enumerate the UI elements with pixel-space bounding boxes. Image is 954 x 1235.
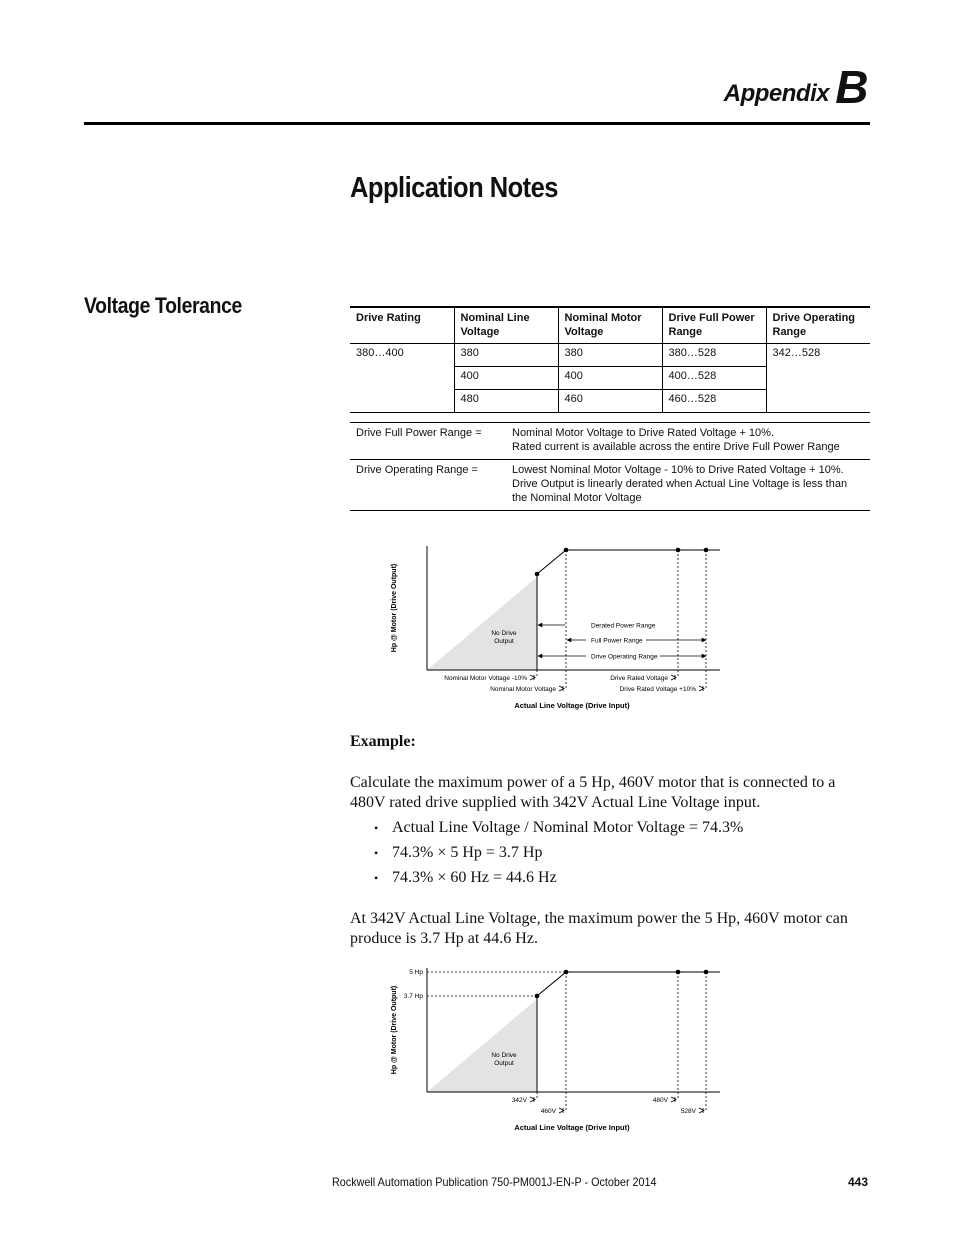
definition-row (350, 422, 870, 459)
section-title: Voltage Tolerance (84, 293, 242, 318)
y-axis-label: Hp @ Motor (Drive Output) (391, 563, 398, 653)
definition-row (350, 459, 870, 511)
definition-line: Nominal Motor Voltage to Drive Rated Voltage + 10%. (512, 427, 775, 439)
x-axis-label: Actual Line Voltage (Drive Input) (514, 701, 630, 710)
example-conclusion: At 342V Actual Line Voltage, the maximum power the 5 Hp, 460V motor can produce is 3.7 Hp at 44.6 Hz. (350, 910, 848, 947)
table-row (350, 344, 870, 367)
arrow-marker-icon (530, 675, 535, 680)
arrow-marker-icon (671, 675, 676, 680)
marker-label: Nominal Motor Voltage (490, 686, 556, 693)
table-header-row (350, 307, 870, 344)
cell-drive-rating: 380…400 (350, 344, 454, 413)
page-title: Application Notes (350, 172, 558, 204)
arrow-marker-icon (559, 686, 564, 691)
definition-term: Drive Full Power Range = (356, 427, 482, 439)
range-label-operating: Drive Operating Range (591, 653, 658, 661)
curve-point (535, 572, 540, 577)
no-output-label: Output (494, 638, 514, 645)
arrow-marker-icon (559, 1108, 564, 1113)
example-intro: Calculate the maximum power of a 5 Hp, 460V motor that is connected to a 480V rated drive supplied with 342V Actual Line Voltage input. (350, 774, 836, 811)
definition-term: Drive Operating Range = (356, 464, 478, 476)
col-header: Drive Rating (350, 307, 454, 344)
cell-motor: 400 (558, 367, 662, 390)
marker-label: 480V (652, 1097, 668, 1104)
definition-line: Rated current is available across the entire Drive Full Power Range (512, 441, 840, 453)
no-output-region (427, 577, 537, 670)
list-item: • 74.3% × 5 Hp = 3.7 Hp (374, 843, 743, 868)
cell-motor: 460 (558, 390, 662, 413)
no-output-region (427, 999, 537, 1092)
arrow-marker-icon (699, 686, 704, 691)
definition-line: Drive Output is linearly derated when Actual Line Voltage is less than the Nominal Motor Voltage (512, 478, 848, 504)
output-curve (537, 972, 720, 1092)
range-label-full: Full Power Range (591, 637, 643, 645)
cell-motor: 380 (558, 344, 662, 367)
arrow-marker-icon (699, 1108, 704, 1113)
list-item: • 74.3% × 60 Hz = 44.6 Hz (374, 868, 743, 893)
cell-operating-range: 342…528 (766, 344, 870, 413)
page-number: 443 (847, 1175, 868, 1189)
marker-label: Drive Rated Voltage +10% (619, 686, 696, 693)
range-label-derated: Derated Power Range (591, 622, 656, 630)
col-header: Nominal Line Voltage (454, 307, 558, 344)
cell-full-power: 400…528 (662, 367, 766, 390)
y-tick-label: 5 Hp (409, 969, 423, 976)
definition-desc (512, 426, 870, 454)
voltage-table (350, 306, 870, 413)
appendix-heading (724, 60, 868, 114)
example-bullets (374, 818, 743, 893)
cell-full-power: 380…528 (662, 344, 766, 367)
marker-label: Drive Rated Voltage (610, 675, 668, 682)
col-header: Drive Full Power Range (662, 307, 766, 344)
no-output-label: No Drive (491, 630, 517, 637)
example-diagram (380, 962, 740, 1137)
definition-line: Lowest Nominal Motor Voltage - 10% to Drive Rated Voltage + 10%. (512, 464, 844, 476)
footer-publication: Rockwell Automation Publication 750-PM001J-EN-P - October 2014 (332, 1175, 657, 1189)
example-heading: Example: (350, 733, 416, 750)
marker-label: 528V (680, 1108, 696, 1115)
no-output-label: Output (494, 1060, 514, 1067)
marker-label: 460V (540, 1108, 556, 1115)
marker-label: Nominal Motor Voltage -10% (444, 675, 527, 682)
appendix-label: Appendix (723, 80, 830, 107)
no-output-label: No Drive (491, 1052, 517, 1059)
definition-desc (512, 463, 870, 505)
col-header: Drive Operating Range (766, 307, 870, 344)
cell-line: 480 (454, 390, 558, 413)
voltage-range-diagram (380, 540, 740, 715)
cell-line: 380 (454, 344, 558, 367)
marker-label: 342V (511, 1097, 527, 1104)
arrow-marker-icon (530, 1097, 535, 1102)
x-axis-label: Actual Line Voltage (Drive Input) (514, 1123, 630, 1132)
list-item: • Actual Line Voltage / Nominal Motor Voltage = 74.3% (374, 818, 743, 843)
header-rule (84, 122, 870, 125)
col-header: Nominal Motor Voltage (558, 307, 662, 344)
cell-full-power: 460…528 (662, 390, 766, 413)
y-tick-label: 3.7 Hp (403, 993, 423, 1000)
y-axis-label: Hp @ Motor (Drive Output) (391, 985, 398, 1075)
definitions-table (350, 422, 870, 511)
cell-line: 400 (454, 367, 558, 390)
appendix-letter: B (835, 61, 868, 113)
arrow-marker-icon (671, 1097, 676, 1102)
